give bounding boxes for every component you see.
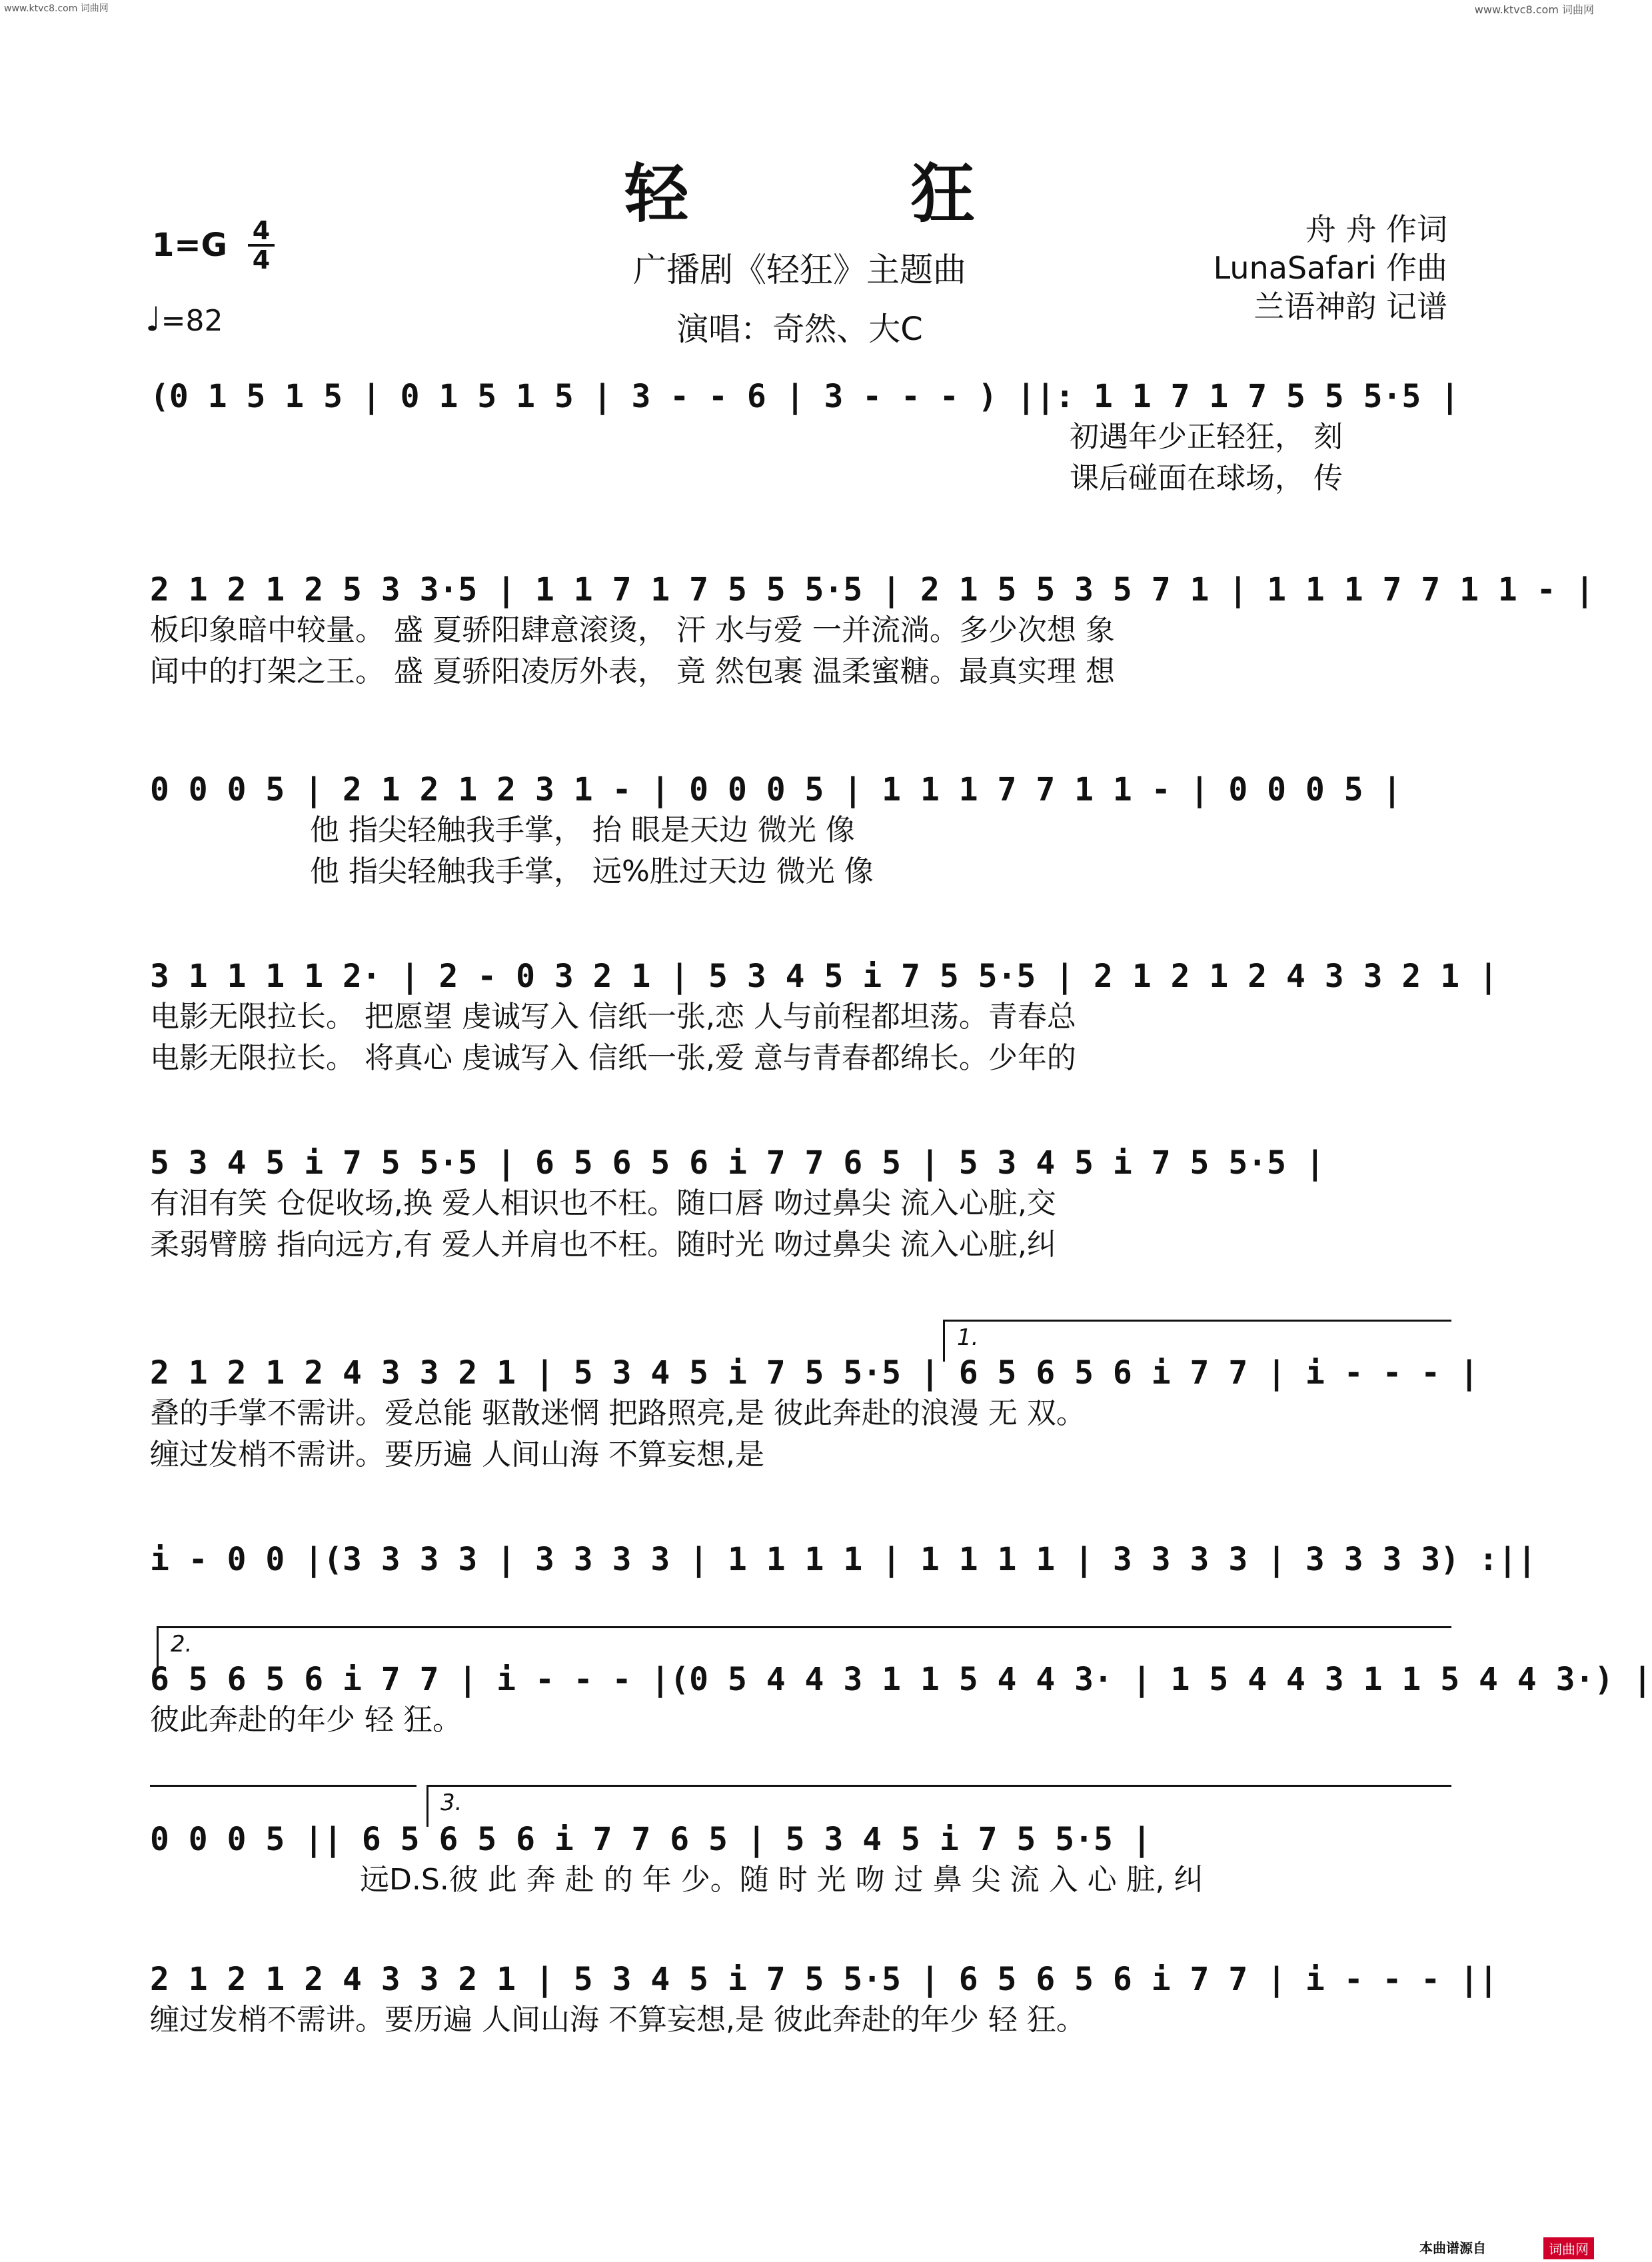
volta-1-label: 1.	[957, 1324, 979, 1351]
score-system-5	[150, 1143, 1453, 1266]
lyric-verse-1: 缠过发梢不需讲。要历遍 人间山海 不算妄想,是 彼此奔赴的年少 轻 狂。	[150, 2003, 1086, 2037]
volta-2-label: 2.	[171, 1631, 193, 1658]
song-title: 轻 狂	[624, 156, 1075, 231]
lyric-verse-2: 柔弱臂膀 指向远方,有 爱人并肩也不枉。随时光 吻过鼻尖 流入心脏,纠	[150, 1228, 1056, 1262]
time-signature-top: 4	[252, 216, 271, 245]
score-system-3	[150, 770, 1453, 892]
score-system-8	[150, 1660, 1652, 1741]
transcriber-credit: 兰语神韵 记谱	[1253, 289, 1447, 325]
notation-line: (0 1 5 1 5 | 0 1 5 1 5 | 3 - - 6 | 3 - - - ) ||: 1 1 7 1 7 5 5 5·5 |	[150, 378, 1460, 415]
lyric-verse-1: 有泪有笑 仓促收场,换 爱人相识也不枉。随口唇 吻过鼻尖 流入心脏,交	[150, 1186, 1056, 1220]
notation-line: 6 5 6 5 6 i 7 7 | i - - - |(0 5 4 4 3 1 1 5 4 4 3· | 1 5 4 4 3 1 1 5 4 4 3·) |	[150, 1661, 1652, 1698]
lyric-verse-1: 叠的手掌不需讲。爱总能 驱散迷惘 把路照亮,是 彼此奔赴的浪漫 无 双。	[150, 1396, 1086, 1430]
composer-credit: LunaSafari 作曲	[1213, 250, 1447, 286]
notation-line: 2 1 2 1 2 5 3 3·5 | 1 1 7 1 7 5 5 5·5 | 2 1 5 5 3 5 7 1 | 1 1 1 7 7 1 1 - |	[150, 571, 1595, 608]
lyric-verse-2: 闻中的打架之王。 盛 夏骄阳凌厉外表， 竟 然包裹 温柔蜜糖。最真实理 想	[150, 654, 1115, 688]
volta-3-label: 3.	[440, 1789, 462, 1816]
lyric-verse-1: 电影无限拉长。 把愿望 虔诚写入 信纸一张,恋 人与前程都坦荡。青春总	[150, 1000, 1076, 1034]
lyric-verse-2: 电影无限拉长。 将真心 虔诚写入 信纸一张,爱 意与青春都绵长。少年的	[150, 1041, 1076, 1075]
lyric-verse-1: 远D.S.彼 此 奔 赴 的 年 少。随 时 光 吻 过 鼻 尖 流 入 心 脏, 纠	[360, 1863, 1204, 1897]
lyric-verse-1: 彼此奔赴的年少 轻 狂。	[150, 1703, 462, 1737]
credits	[1214, 210, 1447, 326]
lyric-verse-2: 课后碰面在球场， 传	[1070, 461, 1343, 495]
watermark-right: www.ktvc8.com 词曲网	[1474, 3, 1594, 16]
bracket-line	[150, 1785, 416, 1787]
score-system-2	[150, 570, 1595, 692]
singer-line: 演唱：奇然、大C	[676, 311, 923, 348]
notation-line: 5 3 4 5 i 7 5 5·5 | 6 5 6 5 6 i 7 7 6 5 | 5 3 4 5 i 7 5 5·5 |	[150, 1144, 1325, 1182]
footer-site-badge: 词曲网	[1543, 2237, 1594, 2259]
quarter-note-icon: ♩	[145, 300, 161, 339]
score-system-4	[150, 956, 1498, 1079]
tempo-mark	[145, 300, 223, 339]
time-signature-bottom: 4	[252, 245, 271, 275]
watermark-left: www.ktvc8.com 词曲网	[4, 3, 109, 14]
song-subtitle: 广播剧《轻狂》主题曲	[633, 251, 966, 289]
score-system-9	[150, 1819, 1453, 1901]
time-signature	[248, 216, 275, 275]
key-signature: 1=G	[152, 227, 228, 264]
score-system-6	[150, 1353, 1479, 1476]
notation-line: 0 0 0 5 | 2 1 2 1 2 3 1 - | 0 0 0 5 | 1 1 1 7 7 1 1 - | 0 0 0 5 |	[150, 771, 1402, 808]
footer-source: 本曲谱源自	[1419, 2240, 1486, 2256]
lyric-verse-2: 缠过发梢不需讲。要历遍 人间山海 不算妄想,是	[150, 1438, 764, 1472]
score-system-10	[150, 1959, 1498, 2041]
lyric-verse-1: 初遇年少正轻狂， 刻	[1070, 420, 1343, 454]
lyricist-credit: 舟 舟 作词	[1305, 211, 1447, 247]
lyric-verse-1: 板印象暗中较量。 盛 夏骄阳肆意滚烫， 汗 水与爱 一并流淌。多少次想 象	[150, 613, 1115, 647]
lyric-verse-1: 他 指尖轻触我手掌， 抬 眼是天边 微光 像	[310, 813, 855, 847]
notation-line: 0 0 0 5 || 6 5 6 5 6 i 7 7 6 5 | 5 3 4 5 i 7 5 5·5 |	[150, 1821, 1152, 1858]
score-system-1	[150, 377, 1460, 499]
notation-line: 3 1 1 1 1 2· | 2 - 0 3 2 1 | 5 3 4 5 i 7 5 5·5 | 2 1 2 1 2 4 3 3 2 1 |	[150, 958, 1498, 995]
notation-line: 2 1 2 1 2 4 3 3 2 1 | 5 3 4 5 i 7 5 5·5 | 6 5 6 5 6 i 7 7 | i - - - |	[150, 1354, 1479, 1392]
lyric-verse-2: 他 指尖轻触我手掌， 远%胜过天边 微光 像	[310, 854, 874, 888]
notation-line: i - 0 0 |(3 3 3 3 | 3 3 3 3 | 1 1 1 1 | 1 1 1 1 | 3 3 3 3 | 3 3 3 3) :||	[150, 1541, 1537, 1578]
notation-line: 2 1 2 1 2 4 3 3 2 1 | 5 3 4 5 i 7 5 5·5 | 6 5 6 5 6 i 7 7 | i - - - ||	[150, 1961, 1498, 1998]
tempo-value: =82	[161, 304, 223, 338]
score-system-7	[150, 1540, 1537, 1580]
